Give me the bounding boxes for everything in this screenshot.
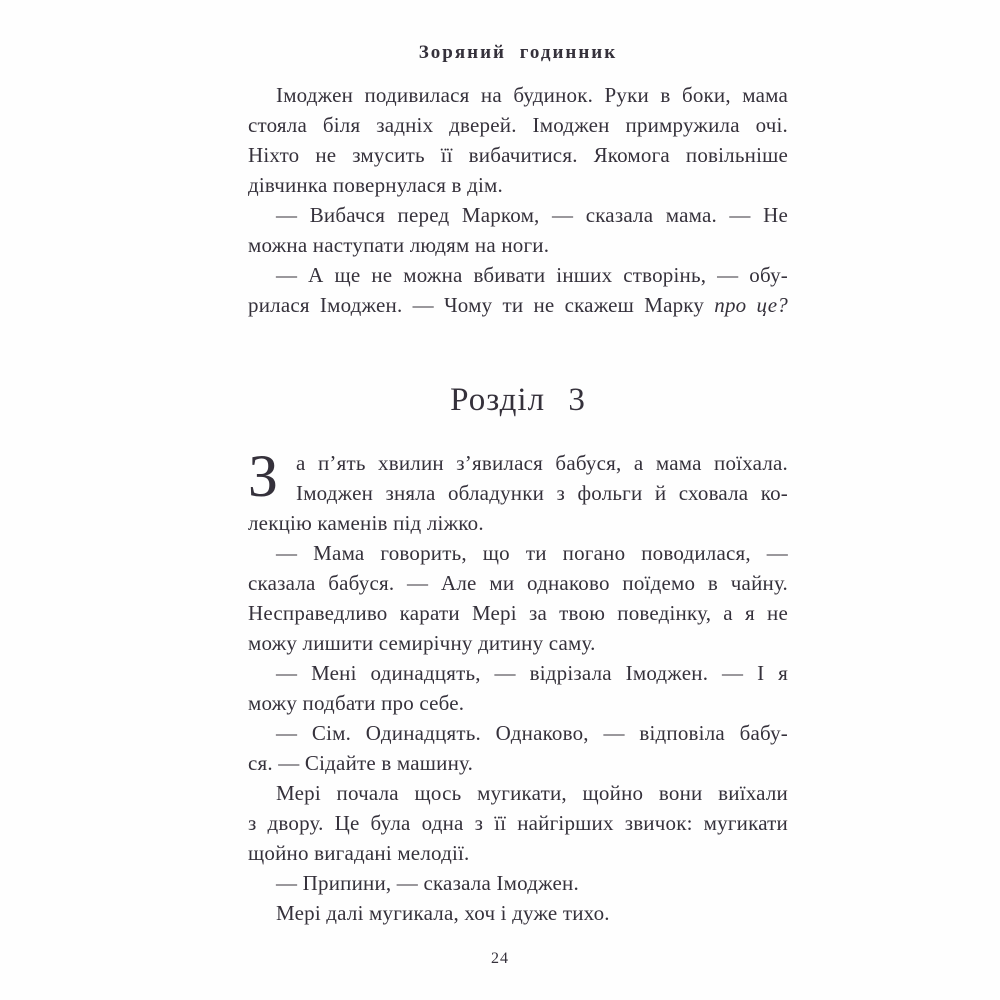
text-segment: з двору. Це була одна з її найгірших звичок: мугикати — [248, 811, 788, 835]
chapter-title: Розділ 3 — [450, 382, 586, 418]
text-line — [248, 260, 788, 290]
paragraph — [248, 538, 788, 658]
text-line — [248, 538, 788, 568]
section-before-chapter — [248, 80, 788, 320]
text-segment: рилася Імоджен. — Чому ти не скажеш Марку — [248, 293, 715, 317]
page-number: 24 — [491, 950, 509, 967]
text-segment: можна наступати людям на ноги. — [248, 233, 550, 257]
text-line — [248, 478, 788, 508]
text-segment: дівчинка повернулася в дім. — [248, 173, 503, 197]
text-line — [248, 230, 788, 260]
text-segment: можу лишити семирічну дитину саму. — [248, 631, 596, 655]
text-line — [248, 170, 788, 200]
paragraph — [248, 200, 788, 260]
paragraph — [248, 443, 788, 538]
text-segment: сказала бабуся. — Але ми однаково поїдемо в чайну. — [248, 571, 788, 595]
paragraph — [248, 718, 788, 778]
text-line — [248, 508, 788, 538]
text-line — [248, 598, 788, 628]
text-line — [248, 688, 788, 718]
text-segment: Ніхто не змусить її вибачитися. Якомога повільніше — [248, 143, 788, 167]
italic-text: про це? — [714, 293, 788, 317]
text-segment: ся. — Сідайте в машину. — [248, 751, 474, 775]
text-segment: а п’ять хвилин з’явилася бабуся, а мама поїхала. — [296, 451, 788, 475]
section-chapter-3 — [248, 443, 788, 928]
drop-cap: З — [248, 443, 279, 509]
text-segment: Імоджен зняла обладунки з фольги й сховала ко- — [296, 481, 788, 505]
text-segment: — Мені одинадцять, — відрізала Імоджен. — І я — [276, 661, 788, 685]
text-line — [248, 808, 788, 838]
paragraph — [248, 868, 788, 898]
text-segment: — Припини, — сказала Імоджен. — [276, 871, 579, 895]
text-segment: — Мама говорить, що ти погано поводилася, — — [276, 541, 788, 565]
text-segment: стояла біля задніх дверей. Імоджен примружила очі. — [248, 113, 788, 137]
text-line — [248, 110, 788, 140]
text-line — [248, 140, 788, 170]
paragraph — [248, 898, 788, 928]
text-segment: щойно вигадані мелодії. — [248, 841, 470, 865]
text-block — [248, 80, 788, 928]
paragraph — [248, 778, 788, 868]
text-line — [248, 748, 788, 778]
paragraph — [248, 260, 788, 320]
text-segment: Несправедливо карати Мері за твою поведінку, а я не — [248, 601, 788, 625]
text-segment: — Вибачся перед Марком, — сказала мама. — Не — [276, 203, 788, 227]
text-line — [248, 778, 788, 808]
running-header: Зоряний годинник — [418, 42, 618, 63]
text-segment: Мері далі мугикала, хоч і дуже тихо. — [276, 901, 610, 925]
text-line — [248, 628, 788, 658]
text-line — [248, 200, 788, 230]
text-line — [248, 838, 788, 868]
text-line — [248, 448, 788, 478]
text-segment: Імоджен подивилася на будинок. Руки в боки, мама — [276, 83, 788, 107]
text-segment: лекцію каменів під ліжко. — [248, 511, 484, 535]
paragraph — [248, 658, 788, 718]
text-line — [248, 898, 788, 928]
text-segment: — А ще не можна вбивати інших створінь, — обу- — [276, 263, 788, 287]
text-line — [248, 290, 788, 320]
text-segment: Мері почала щось мугикати, щойно вони виїхали — [276, 781, 788, 805]
text-line — [248, 80, 788, 110]
text-segment: — Сім. Одинадцять. Однаково, — відповіла бабу- — [276, 721, 788, 745]
text-line — [248, 658, 788, 688]
text-line — [248, 718, 788, 748]
text-segment: можу подбати про себе. — [248, 691, 465, 715]
text-line — [248, 568, 788, 598]
text-line — [248, 868, 788, 898]
paragraph — [248, 80, 788, 200]
